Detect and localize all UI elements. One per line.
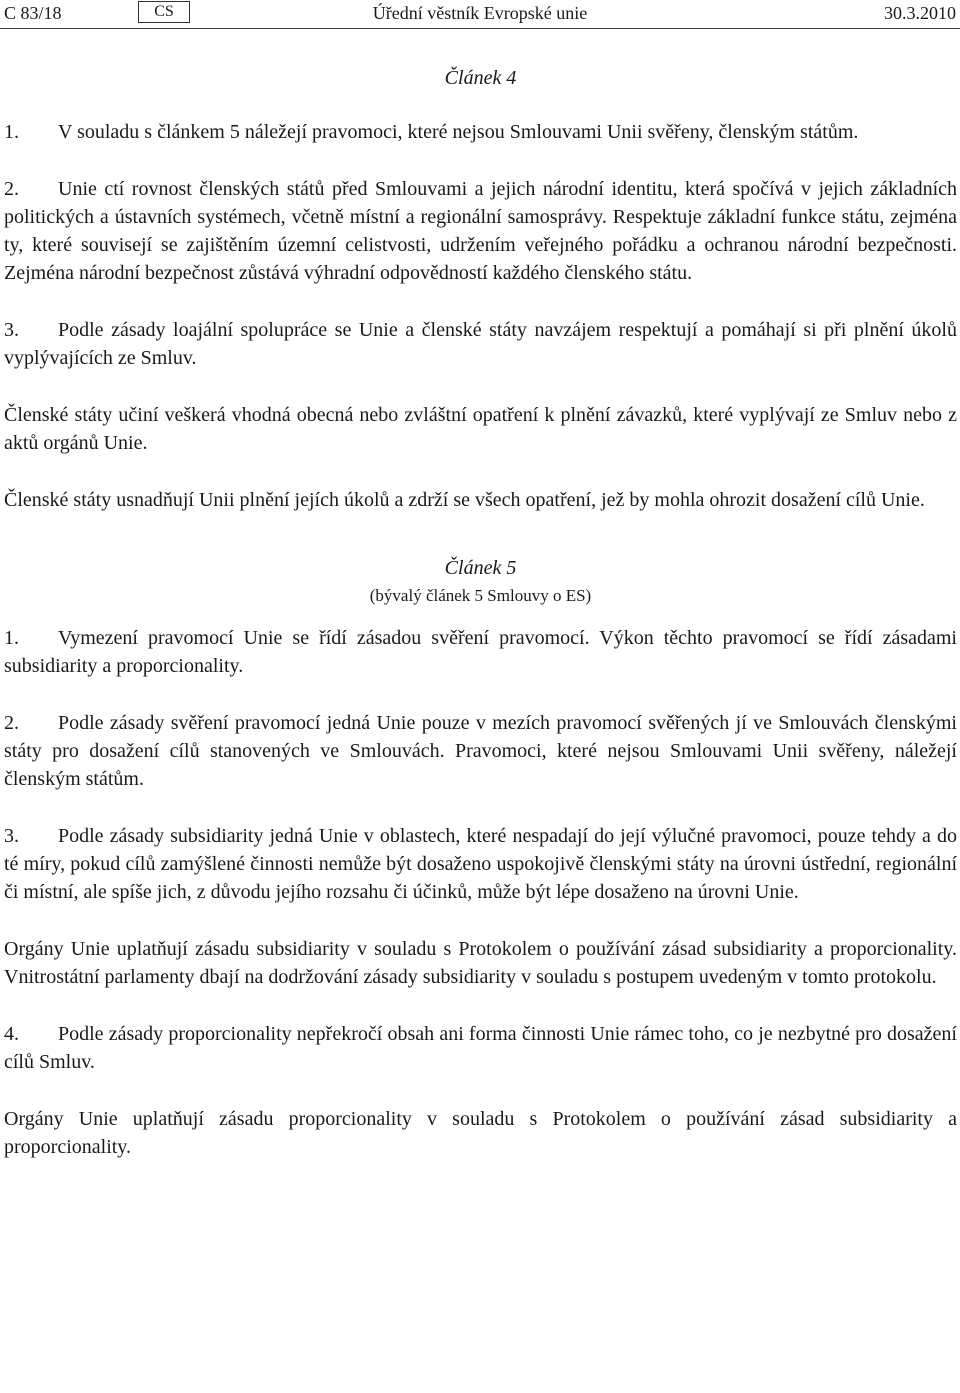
paragraph-number: 2. bbox=[4, 178, 19, 200]
paragraph-number: 2. bbox=[4, 712, 19, 734]
paragraph-text: Podle zásady subsidiarity jedná Unie v oblastech, které nespadají do její výlučné pravomoci, pouze tehdy a do té míry, pokud cílů zamýšlené činnosti nemůže být dosaženo uspokojivě členskými státy na úrovni ústřední, regionální či místní, ale spíše jich, z důvodu jejího rozsahu či účinků, může být lépe dosaženo na úrovni Unie. bbox=[4, 825, 957, 903]
article-5-paragraph-4: Orgány Unie uplatňují zásadu subsidiarity v souladu s Protokolem o používání zásad subsidiarity a proporcionality. Vnitrostátní parlamenty dbají na dodržování zásady subsidiarity v souladu s postupem uvedeným v tomto protokolu. bbox=[4, 938, 957, 988]
article-5-paragraph-3 bbox=[4, 822, 957, 906]
article-4-heading: Článek 4 bbox=[444, 67, 517, 89]
article-4-paragraph-3 bbox=[4, 316, 957, 372]
paragraph-number: 3. bbox=[4, 319, 19, 341]
article-5-paragraph-2 bbox=[4, 709, 957, 793]
paragraph-text: Podle zásady svěření pravomocí jedná Unie pouze v mezích pravomocí svěřených jí ve Smlouvách členskými státy pro dosažení cílů stanovených ve Smlouvách. Pravomoci, které nejsou Smlouvami Unii svěřeny, náležejí členským státům. bbox=[4, 712, 957, 790]
article-4-paragraph-2 bbox=[4, 175, 957, 287]
article-5-paragraph-1 bbox=[4, 624, 957, 680]
paragraph-number: 1. bbox=[4, 121, 19, 143]
paragraph-number: 1. bbox=[4, 627, 19, 649]
paragraph-text: Podle zásady loajální spolupráce se Unie a členské státy navzájem respektují a pomáhají si při plnění úkolů vyplývajících ze Smluv. bbox=[4, 319, 957, 369]
article-5-subheading: (bývalý článek 5 Smlouvy o ES) bbox=[369, 586, 592, 605]
article-4-paragraph-1 bbox=[4, 118, 957, 146]
paragraph-text: Podle zásady proporcionality nepřekročí obsah ani forma činnosti Unie rámec toho, co je nezbytné pro dosažení cílů Smluv. bbox=[4, 1023, 957, 1073]
article-4-paragraph-5: Členské státy usnadňují Unii plnění jejích úkolů a zdrží se všech opatření, jež by mohla ohrozit dosažení cílů Unie. bbox=[4, 489, 925, 511]
page-header bbox=[4, 2, 956, 26]
article-5-paragraph-5 bbox=[4, 1020, 957, 1076]
paragraph-text: Unie ctí rovnost členských států před Smlouvami a jejich národní identitu, která spočívá v jejich základních politických a ústavních systémech, včetně místní a regionální samosprávy. Respektuje základní funkce státu, zejména ty, které souvisejí se zajištěním územní celistvosti, udržením veřejného pořádku a ochranou národní bezpečnosti. Zejména národní bezpečnost zůstává výhradní odpovědností každého členského státu. bbox=[4, 178, 957, 284]
paragraph-number: 4. bbox=[4, 1023, 19, 1045]
article-4-paragraph-4: Členské státy učiní veškerá vhodná obecná nebo zvláštní opatření k plnění závazků, které vyplývají ze Smluv nebo z aktů orgánů Unie. bbox=[4, 404, 957, 454]
article-5-paragraph-6: Orgány Unie uplatňují zásadu proporcionality v souladu s Protokolem o používání zásad subsidiarity a proporcionality. bbox=[4, 1108, 957, 1158]
publication-date: 30.3.2010 bbox=[884, 3, 956, 23]
journal-title: Úřední věstník Evropské unie bbox=[372, 3, 588, 23]
page-reference: C 83/18 bbox=[4, 3, 62, 23]
paragraph-text: V souladu s článkem 5 náležejí pravomoci, které nejsou Smlouvami Unii svěřeny, členským státům. bbox=[58, 121, 859, 143]
header-rule bbox=[0, 28, 960, 29]
paragraph-text: Vymezení pravomocí Unie se řídí zásadou svěření pravomocí. Výkon těchto pravomocí se řídí zásadami subsidiarity a proporcionality. bbox=[4, 627, 957, 677]
paragraph-number: 3. bbox=[4, 825, 19, 847]
language-badge: CS bbox=[138, 1, 190, 23]
document-body bbox=[4, 64, 957, 1190]
article-5-heading: Článek 5 bbox=[444, 557, 517, 579]
